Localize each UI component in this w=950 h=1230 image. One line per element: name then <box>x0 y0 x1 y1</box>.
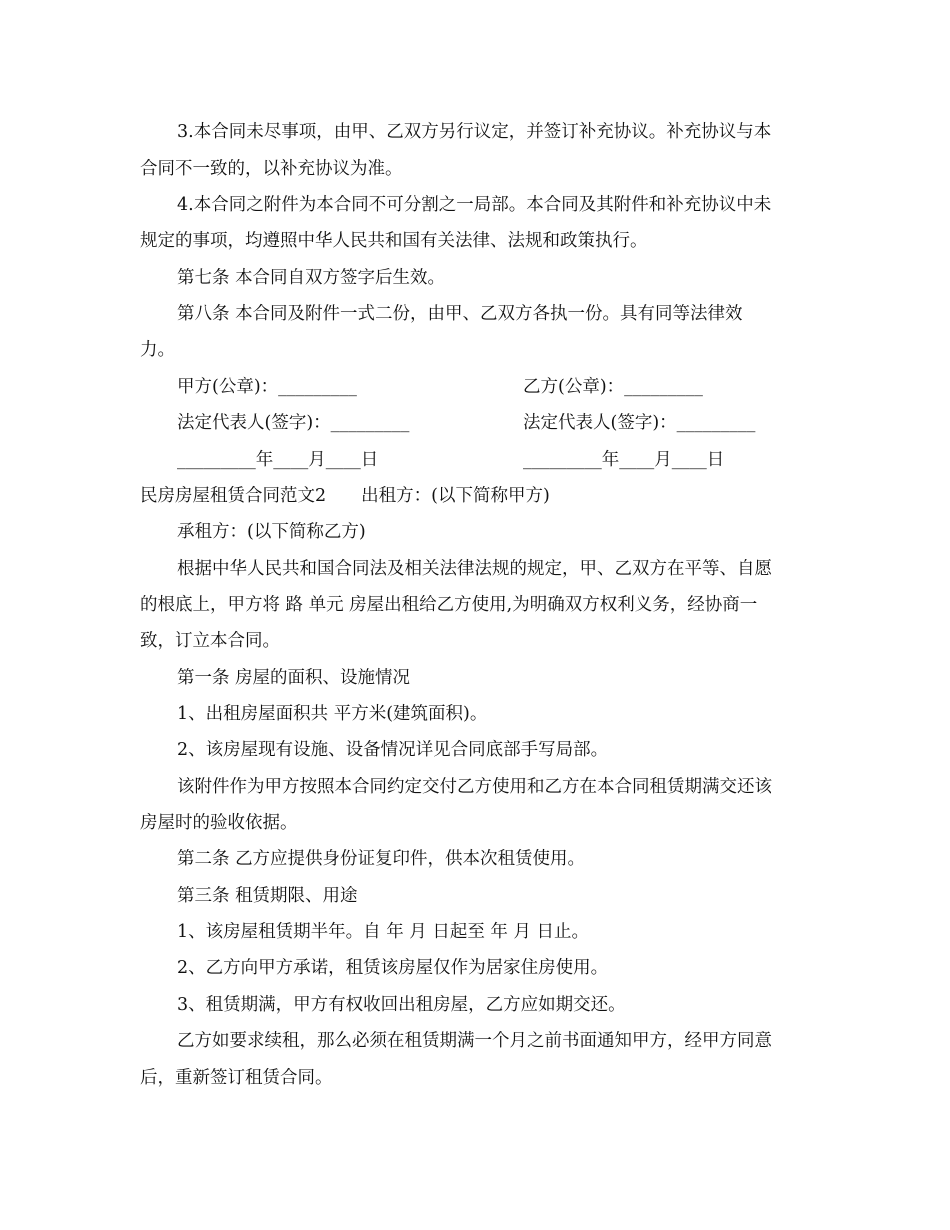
article-1-title: 第一条 房屋的面积、设施情况 <box>177 668 411 688</box>
article-3-item-2: 2、乙方向甲方承诺，租赁该房屋仅作为居家住房使用。 <box>177 958 609 978</box>
renewal-line-1: 乙方如要求续租，那么必须在租赁期满一个月之前书面通知甲方，经甲方同意 <box>177 1031 772 1051</box>
intro-line-3: 致，订立本合同。 <box>140 631 280 651</box>
article-8-line-1: 第八条 本合同及附件一式二份，由甲、乙双方各执一份。具有同等法律效 <box>177 304 743 324</box>
article-3-item-1: 1、该房屋租赁期半年。自 年 月 日起至 年 月 日止。 <box>177 922 590 942</box>
intro-line-2: 的根底上，甲方将 路 单元 房屋出租给乙方使用,为明确双方权利义务，经协商一 <box>140 595 758 615</box>
article-7: 第七条 本合同自双方签字后生效。 <box>177 268 446 288</box>
renewal-line-2: 后，重新签订租赁合同。 <box>140 1068 333 1088</box>
party-b-date: _________年____月____日 <box>523 450 725 470</box>
article-8-line-2: 力。 <box>140 340 175 360</box>
article-2: 第二条 乙方应提供身份证复印件，供本次租赁使用。 <box>177 849 586 869</box>
article-1-note-line-1: 该附件作为甲方按照本合同约定交付乙方使用和乙方在本合同租赁期满交还该 <box>177 777 772 797</box>
party-b-representative: 法定代表人(签字)：_________ <box>523 413 756 433</box>
clause-4-line-1: 4.本合同之附件为本合同不可分割之一局部。本合同及其附件和补充协议中未 <box>177 195 772 215</box>
party-a-representative: 法定代表人(签字)：_________ <box>177 413 410 433</box>
article-1-item-1: 1、出租房屋面积共 平方米(建筑面积)。 <box>177 704 488 724</box>
article-3-title: 第三条 租赁期限、用途 <box>177 886 358 906</box>
lessee-line: 承租方：(以下简称乙方) <box>177 522 366 542</box>
clause-4-line-2: 规定的事项，均遵照中华人民共和国有关法律、法规和政策执行。 <box>140 231 648 251</box>
party-b-seal: 乙方(公章)：_________ <box>523 377 703 397</box>
party-a-seal: 甲方(公章)：_________ <box>177 377 357 397</box>
article-1-item-2: 2、该房屋现有设施、设备情况详见合同底部手写局部。 <box>177 740 609 760</box>
party-a-date: _________年____月____日 <box>177 450 379 470</box>
clause-3-line-1: 3.本合同未尽事项，由甲、乙双方另行议定，并签订补充协议。补充协议与本 <box>177 122 772 142</box>
contract-2-heading: 民房房屋租赁合同范文2 出租方：(以下简称甲方) <box>140 486 550 506</box>
article-3-item-3: 3、租赁期满，甲方有权收回出租房屋，乙方应如期交还。 <box>177 995 626 1015</box>
intro-line-1: 根据中华人民共和国合同法及相关法律法规的规定，甲、乙双方在平等、自愿 <box>177 559 772 579</box>
clause-3-line-2: 合同不一致的，以补充协议为准。 <box>140 159 403 179</box>
article-1-note-line-2: 房屋时的验收依据。 <box>140 813 298 833</box>
